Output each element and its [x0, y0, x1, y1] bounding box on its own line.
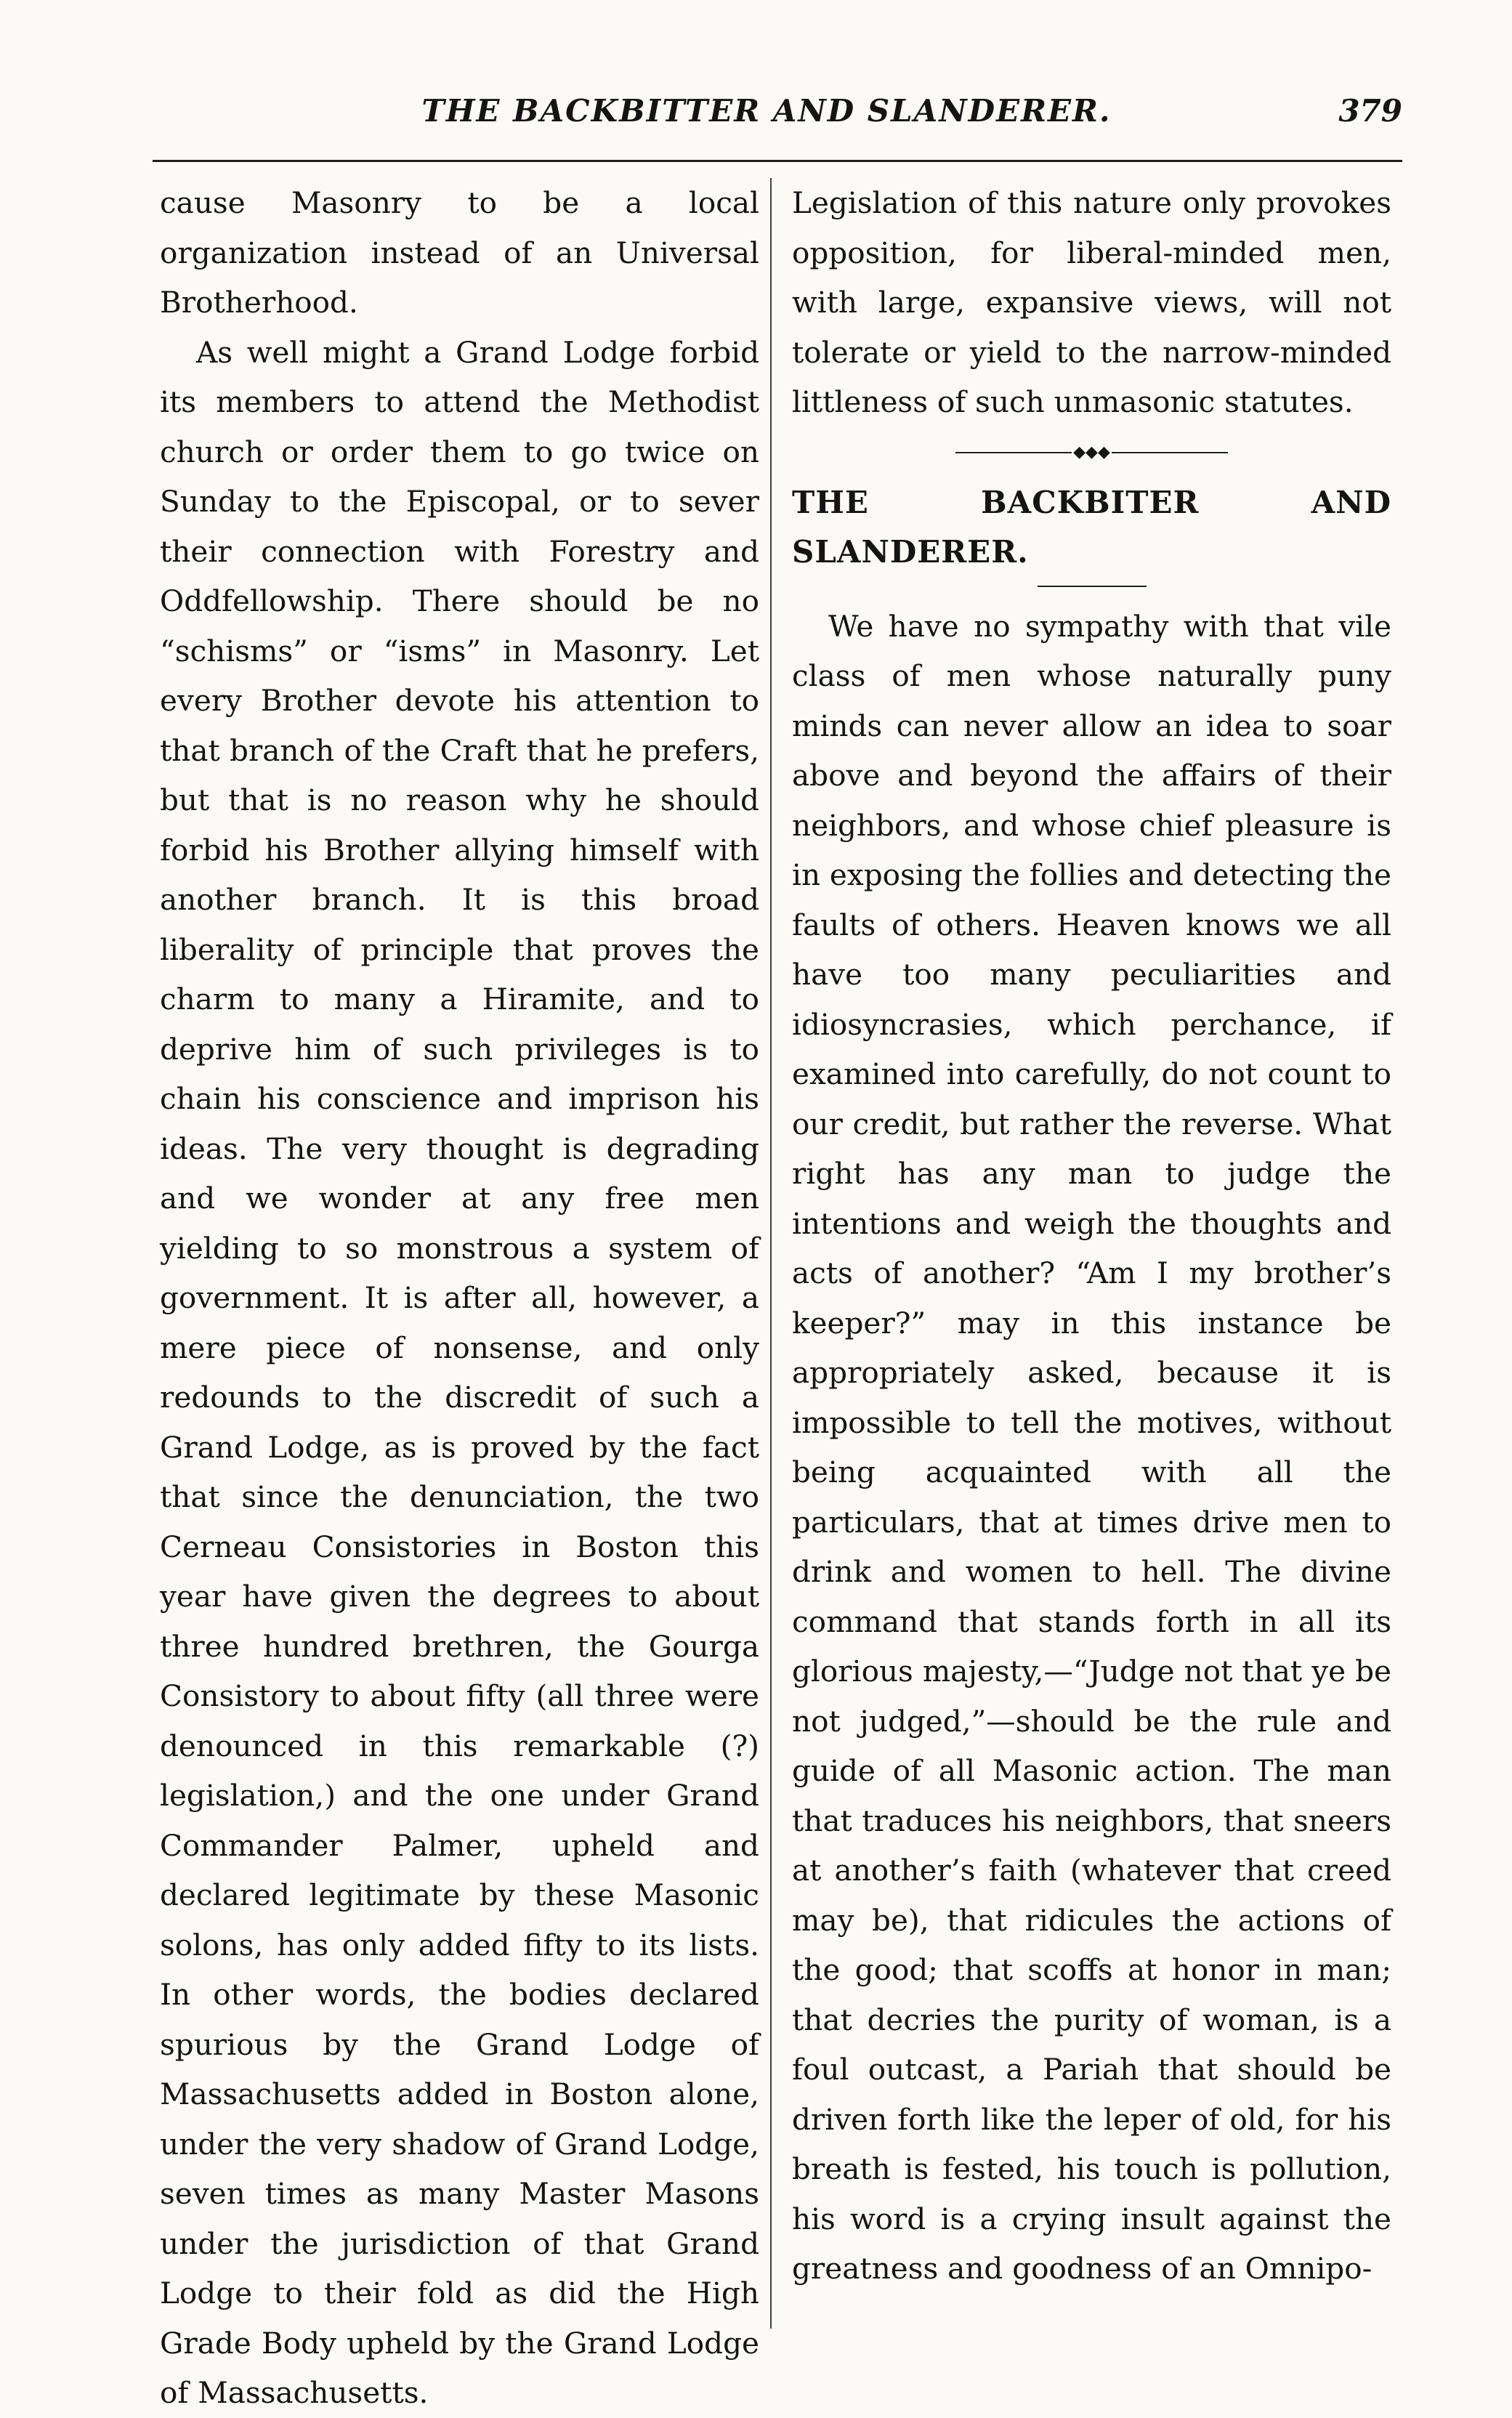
- column-divider: [770, 178, 772, 2329]
- right-column: [792, 178, 1391, 2294]
- left-column: [160, 178, 759, 2418]
- title-rule: [1038, 586, 1147, 587]
- ornament-diamonds: ◆◆◆: [1073, 442, 1110, 461]
- ornament-line-right: [1112, 452, 1228, 453]
- page-header: [131, 93, 1402, 151]
- header-rule: [153, 160, 1402, 162]
- left-paragraph-2: As well might a Grand Lodge forbid its members to attend the Methodist church or order them to go twice on Sunday to the Episcopal, or to sever their connection with Forestry and Oddfellowship. There should be no “schisms” or “isms” in Masonry. Let every Brother devote his attention to that branch of the Craft that he prefers, but that is no reason why he should forbid his Brother allying himself with another branch. It is this broad liberality of principle that proves the charm to many a Hiramite, and to deprive him of such privileges is to chain his conscience and imprison his ideas. The very thought is degrading and we wonder at any free men yielding to so monstrous a system of government. It is after all, however, a mere piece of nonsense, and only redounds to the discredit of such a Grand Lodge, as is proved by the fact that since the denunciation, the two Cerneau Consistories in Boston this year have given the degrees to about three hundred brethren, the Gourga Consistory to about fifty (all three were denounced in this remarkable (?) legislation,) and the one under Grand Commander Palmer, upheld and declared legitimate by these Masonic solons, has only added fifty to its lists. In other words, the bodies declared spurious by the Grand Lodge of Massachusetts added in Boston alone, under the very shadow of Grand Lodge, seven times as many Master Masons under the jurisdiction of that Grand Lodge to their fold as did the High Grade Body upheld by the Grand Lodge of Massachusetts.: [160, 334, 759, 2410]
- left-paragraph-1: cause Masonry to be a local organization instead of an Universal Brotherhood.: [160, 185, 759, 320]
- page-number: 379: [1338, 93, 1402, 129]
- article-title: THE BACKBITER AND SLANDERER.: [792, 484, 1391, 570]
- right-paragraph-1: Legislation of this nature only provokes opposition, for liberal-minded men, with large, expansive views, will not tolerate or yield to the narrow-minded littleness of such unmasonic statutes.: [792, 185, 1391, 419]
- section-ornament: [792, 427, 1391, 478]
- ornament-line-left: [955, 452, 1072, 453]
- running-title: THE BACKBITTER AND SLANDERER.: [421, 93, 1112, 129]
- right-paragraph-2: We have no sympathy with that vile class of men whose naturally puny minds can never allow an idea to soar above and beyond the affairs of their neighbors, and whose chief pleasure is in exposing the follies and detecting the faults of others. Heaven knows we all have too many peculiarities and idiosyncrasies, which perchance, if examined into carefully, do not count to our credit, but rather the reverse. What right has any man to judge the intentions and weigh the thoughts and acts of another? “Am I my brother’s keeper?” may in this instance be appropriately asked, because it is impossible to tell the motives, without being acquainted with all the particulars, that at times drive men to drink and women to hell. The divine command that stands forth in all its glorious majesty,—“Judge not that ye be not judged,”—should be the rule and guide of all Masonic action. The man that traduces his neighbors, that sneers at another’s faith (whatever that creed may be), that ridicules the actions of the good; that scoffs at honor in man; that decries the purity of woman, is a foul outcast, a Pariah that should be driven forth like the leper of old, for his breath is fested, his touch is pollution, his word is a crying insult against the greatness and goodness of an Omnipo-: [792, 608, 1391, 2286]
